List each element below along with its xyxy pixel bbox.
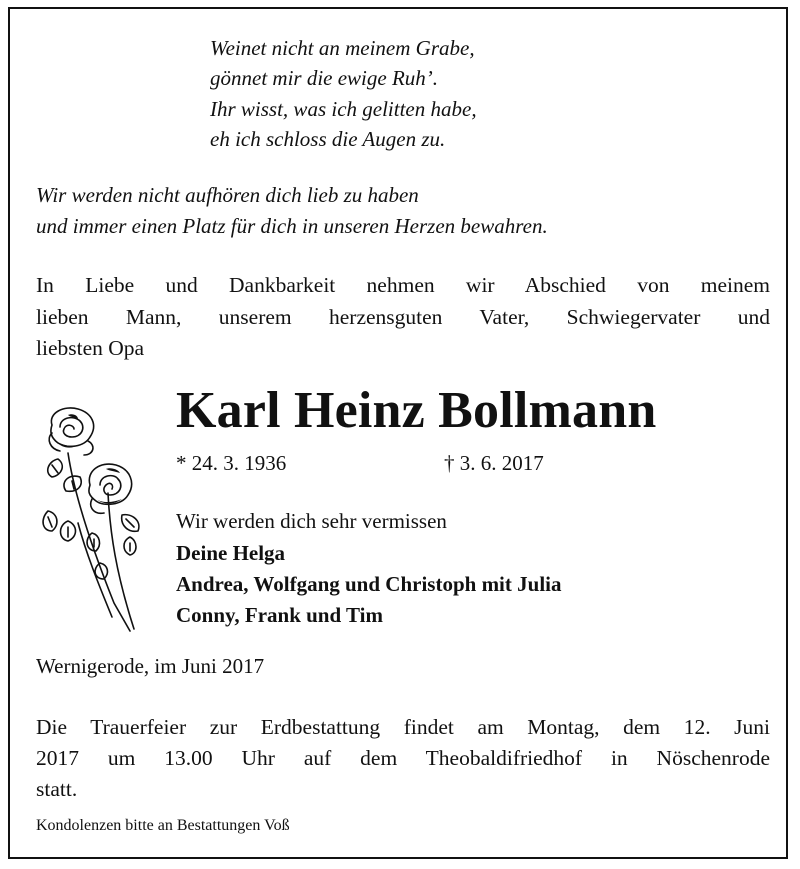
poem-line: Ihr wisst, was ich gelitten habe, <box>210 97 477 121</box>
obituary-notice <box>8 7 788 859</box>
funeral-line: Die Trauerfeier zur Erdbestattung findet am Montag, dem 12. Juni <box>36 715 770 739</box>
poem-line: Weinet nicht an meinem Grabe, <box>210 36 475 60</box>
rose-icon <box>38 403 150 635</box>
death-date: † 3. 6. 2017 <box>444 451 544 475</box>
condolences-note: Kondolenzen bitte an Bestattungen Voß <box>36 817 290 834</box>
mourner-name: Deine Helga <box>176 541 286 565</box>
place-date: Wernigerode, im Juni 2017 <box>36 654 265 678</box>
mourners-intro: Wir werden dich sehr vermissen <box>176 509 447 533</box>
wish-line: Wir werden nicht aufhören dich lieb zu haben <box>36 183 419 207</box>
poem-line: gönnet mir die ewige Ruh’. <box>210 66 439 90</box>
birth-date: * 24. 3. 1936 <box>176 451 287 475</box>
intro-line: In Liebe und Dankbarkeit nehmen wir Abschied von meinem <box>36 273 770 297</box>
deceased-name: Karl Heinz Bollmann <box>176 382 657 439</box>
funeral-line: 2017 um 13.00 Uhr auf dem Theobaldifriedhof in Nöschenrode <box>36 746 770 770</box>
funeral-line: statt. <box>36 777 78 801</box>
intro-line: lieben Mann, unserem herzensguten Vater, Schwiegervater und <box>36 305 770 329</box>
intro-line: liebsten Opa <box>36 336 145 360</box>
mourner-name: Andrea, Wolfgang und Christoph mit Julia <box>176 572 562 596</box>
poem-line: eh ich schloss die Augen zu. <box>210 127 446 151</box>
wish-line: und immer einen Platz für dich in unseren Herzen bewahren. <box>36 214 548 238</box>
mourner-name: Conny, Frank und Tim <box>176 603 383 627</box>
